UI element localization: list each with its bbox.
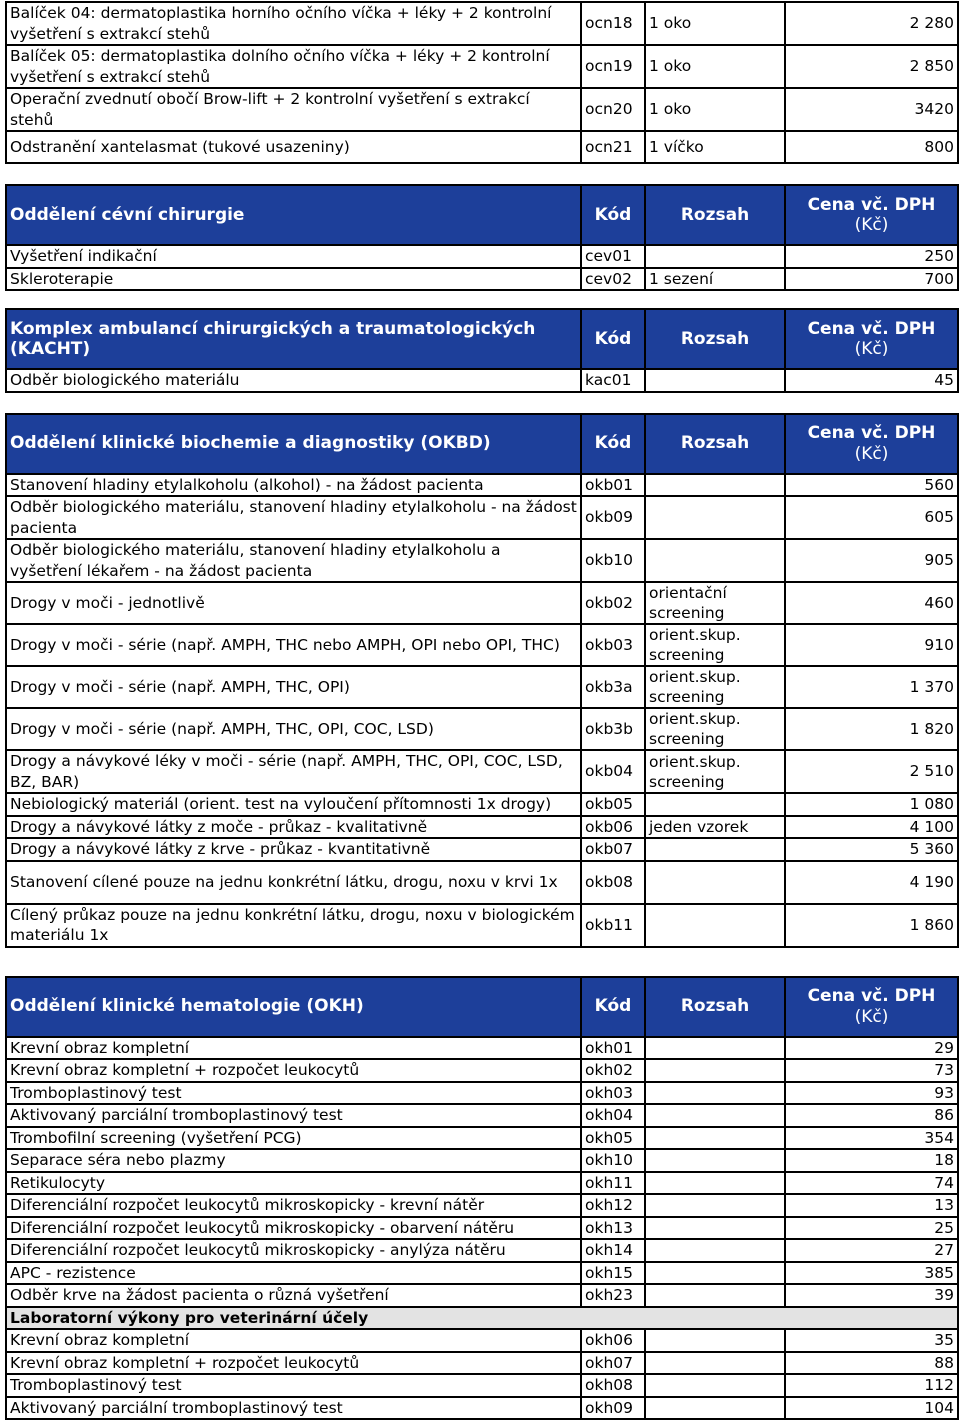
- service-code: okb10: [581, 539, 645, 582]
- section-header-row: [6, 185, 958, 245]
- service-range: [645, 1397, 785, 1420]
- service-name: Aktivovaný parciální tromboplastinový test: [6, 1104, 581, 1127]
- service-code: okh23: [581, 1284, 645, 1307]
- table-row: [6, 624, 958, 666]
- section-title: Komplex ambulancí chirurgických a traumatologických (KACHT): [6, 309, 581, 369]
- section-header-row: [6, 977, 958, 1037]
- service-code: ocn18: [581, 2, 645, 45]
- service-price: 560: [785, 474, 958, 497]
- service-range: [645, 1059, 785, 1082]
- service-name: Drogy v moči - série (např. AMPH, THC nebo AMPH, OPI nebo OPI, THC): [6, 624, 581, 666]
- table-row: [6, 1284, 958, 1307]
- service-price: 700: [785, 268, 958, 291]
- service-name: Stanovení hladiny etylalkoholu (alkohol) - na žádost pacienta: [6, 474, 581, 497]
- table-row: [6, 2, 958, 45]
- range-column-header: Rozsah: [645, 185, 785, 245]
- service-range: [645, 1104, 785, 1127]
- service-range: 1 oko: [645, 88, 785, 131]
- service-range: orient.skup. screening: [645, 750, 785, 793]
- table-row: [6, 369, 958, 392]
- service-price: 74: [785, 1172, 958, 1195]
- table-row: [6, 1194, 958, 1217]
- code-column-header: Kód: [581, 977, 645, 1037]
- service-code: okh02: [581, 1059, 645, 1082]
- service-name: Balíček 04: dermatoplastika horního očního víčka + léky + 2 kontrolní vyšetření s extrakcí stehů: [6, 2, 581, 45]
- service-name: Odběr biologického materiálu, stanovení hladiny etylalkoholu a vyšetření lékařem - na žádost pacienta: [6, 539, 581, 582]
- service-code: okb09: [581, 496, 645, 539]
- service-name: Tromboplastinový test: [6, 1082, 581, 1105]
- service-code: okb02: [581, 582, 645, 624]
- table-row: [6, 88, 958, 131]
- service-code: ocn19: [581, 45, 645, 88]
- price-header-label: Cena vč. DPH: [789, 986, 954, 1007]
- service-range: [645, 496, 785, 539]
- service-code: okh08: [581, 1374, 645, 1397]
- service-price: 112: [785, 1374, 958, 1397]
- service-code: cev01: [581, 245, 645, 268]
- subsection-row: [6, 1307, 958, 1330]
- service-range: [645, 245, 785, 268]
- service-code: okh11: [581, 1172, 645, 1195]
- service-name: Odstranění xantelasmat (tukové usazeniny): [6, 131, 581, 163]
- service-price: 104: [785, 1397, 958, 1420]
- table-row: [6, 45, 958, 88]
- service-range: [645, 1037, 785, 1060]
- service-code: okh09: [581, 1397, 645, 1420]
- service-range: [645, 1194, 785, 1217]
- section-gap: [0, 948, 960, 976]
- service-name: Skleroterapie: [6, 268, 581, 291]
- table-row: [6, 904, 958, 947]
- table-row: [6, 1329, 958, 1352]
- price-header-currency: (Kč): [789, 215, 954, 236]
- service-code: okb03: [581, 624, 645, 666]
- table-row: [6, 708, 958, 750]
- price-list-document: [0, 1, 960, 1420]
- service-price: 4 190: [785, 861, 958, 904]
- table-row: [6, 750, 958, 793]
- price-header-label: Cena vč. DPH: [789, 195, 954, 216]
- service-code: okh14: [581, 1239, 645, 1262]
- service-name: Tromboplastinový test: [6, 1374, 581, 1397]
- section-table: [5, 413, 959, 948]
- table-row: [6, 861, 958, 904]
- service-code: okb3a: [581, 666, 645, 708]
- service-code: cev02: [581, 268, 645, 291]
- service-range: orient.skup. screening: [645, 708, 785, 750]
- service-range: [645, 1082, 785, 1105]
- table-row: [6, 1352, 958, 1375]
- service-price: 13: [785, 1194, 958, 1217]
- service-price: 29: [785, 1037, 958, 1060]
- range-column-header: Rozsah: [645, 309, 785, 369]
- price-column-header: [785, 977, 958, 1037]
- service-name: Drogy a návykové léky v moči - série (např. AMPH, THC, OPI, COC, LSD, BZ, BAR): [6, 750, 581, 793]
- service-range: orient.skup. screening: [645, 624, 785, 666]
- table-row: [6, 793, 958, 816]
- service-range: [645, 1239, 785, 1262]
- price-header-currency: (Kč): [789, 444, 954, 465]
- service-code: okh15: [581, 1262, 645, 1285]
- service-code: okh03: [581, 1082, 645, 1105]
- service-code: okb07: [581, 838, 645, 861]
- service-name: Odběr biologického materiálu: [6, 369, 581, 392]
- section-gap: [0, 393, 960, 413]
- section-gap: [0, 291, 960, 308]
- table-row: [6, 131, 958, 163]
- service-name: Drogy a návykové látky z moče - průkaz - kvalitativně: [6, 816, 581, 839]
- service-price: 4 100: [785, 816, 958, 839]
- service-name: Krevní obraz kompletní + rozpočet leukocytů: [6, 1059, 581, 1082]
- service-name: Vyšetření indikační: [6, 245, 581, 268]
- service-range: [645, 1329, 785, 1352]
- table-row: [6, 1059, 958, 1082]
- service-price: 910: [785, 624, 958, 666]
- section-gap: [0, 164, 960, 184]
- table-row: [6, 666, 958, 708]
- table-row: [6, 816, 958, 839]
- table-row: [6, 496, 958, 539]
- service-code: okh12: [581, 1194, 645, 1217]
- table-row: [6, 268, 958, 291]
- service-code: okb01: [581, 474, 645, 497]
- service-range: [645, 1172, 785, 1195]
- service-code: okh13: [581, 1217, 645, 1240]
- price-header-currency: (Kč): [789, 1007, 954, 1028]
- service-name: Retikulocyty: [6, 1172, 581, 1195]
- table-row: [6, 1172, 958, 1195]
- service-price: 93: [785, 1082, 958, 1105]
- service-code: okh05: [581, 1127, 645, 1150]
- service-price: 354: [785, 1127, 958, 1150]
- range-column-header: Rozsah: [645, 977, 785, 1037]
- service-price: 3420: [785, 88, 958, 131]
- table-row: [6, 1262, 958, 1285]
- service-code: okb06: [581, 816, 645, 839]
- table-row: [6, 838, 958, 861]
- table-row: [6, 1037, 958, 1060]
- service-price: 2 850: [785, 45, 958, 88]
- service-name: Balíček 05: dermatoplastika dolního očního víčka + léky + 2 kontrolní vyšetření s extrakcí stehů: [6, 45, 581, 88]
- service-price: 2 280: [785, 2, 958, 45]
- section-table: [5, 308, 959, 393]
- service-price: 5 360: [785, 838, 958, 861]
- service-name: Krevní obraz kompletní + rozpočet leukocytů: [6, 1352, 581, 1375]
- service-code: ocn20: [581, 88, 645, 131]
- service-code: ocn21: [581, 131, 645, 163]
- service-code: okb08: [581, 861, 645, 904]
- service-name: APC - rezistence: [6, 1262, 581, 1285]
- service-price: 1 370: [785, 666, 958, 708]
- service-price: 86: [785, 1104, 958, 1127]
- service-code: kac01: [581, 369, 645, 392]
- table-row: [6, 1239, 958, 1262]
- subsection-title: Laboratorní výkony pro veterinární účely: [6, 1307, 958, 1330]
- table-row: [6, 474, 958, 497]
- service-price: 1 820: [785, 708, 958, 750]
- service-code: okh07: [581, 1352, 645, 1375]
- service-range: [645, 861, 785, 904]
- section-table: [5, 1, 959, 164]
- table-row: [6, 1149, 958, 1172]
- service-range: [645, 793, 785, 816]
- service-range: [645, 474, 785, 497]
- price-header-currency: (Kč): [789, 339, 954, 360]
- service-price: 605: [785, 496, 958, 539]
- table-row: [6, 1217, 958, 1240]
- service-range: [645, 1352, 785, 1375]
- service-price: 27: [785, 1239, 958, 1262]
- service-price: 1 080: [785, 793, 958, 816]
- service-name: Operační zvednutí obočí Brow-lift + 2 kontrolní vyšetření s extrakcí stehů: [6, 88, 581, 131]
- service-range: orientační screening: [645, 582, 785, 624]
- service-name: Separace séra nebo plazmy: [6, 1149, 581, 1172]
- table-row: [6, 539, 958, 582]
- service-price: 905: [785, 539, 958, 582]
- service-range: [645, 1127, 785, 1150]
- section-header-row: [6, 414, 958, 474]
- service-range: [645, 1217, 785, 1240]
- service-name: Krevní obraz kompletní: [6, 1329, 581, 1352]
- service-name: Stanovení cílené pouze na jednu konkrétní látku, drogu, noxu v krvi 1x: [6, 861, 581, 904]
- service-range: [645, 904, 785, 947]
- price-column-header: [785, 185, 958, 245]
- service-range: [645, 369, 785, 392]
- table-row: [6, 1127, 958, 1150]
- table-row: [6, 1397, 958, 1420]
- price-column-header: [785, 414, 958, 474]
- service-code: okh01: [581, 1037, 645, 1060]
- service-name: Drogy v moči - série (např. AMPH, THC, OPI, COC, LSD): [6, 708, 581, 750]
- service-price: 73: [785, 1059, 958, 1082]
- service-name: Drogy v moči - série (např. AMPH, THC, OPI): [6, 666, 581, 708]
- service-range: [645, 838, 785, 861]
- service-code: okb3b: [581, 708, 645, 750]
- service-range: [645, 1374, 785, 1397]
- section-title: Oddělení cévní chirurgie: [6, 185, 581, 245]
- service-range: [645, 1149, 785, 1172]
- service-name: Diferenciální rozpočet leukocytů mikroskopicky - obarvení nátěru: [6, 1217, 581, 1240]
- service-range: 1 sezení: [645, 268, 785, 291]
- service-price: 460: [785, 582, 958, 624]
- service-name: Aktivovaný parciální tromboplastinový test: [6, 1397, 581, 1420]
- service-name: Trombofilní screening (vyšetření PCG): [6, 1127, 581, 1150]
- section-table: [5, 184, 959, 291]
- service-name: Drogy v moči - jednotlivě: [6, 582, 581, 624]
- service-price: 2 510: [785, 750, 958, 793]
- service-price: 25: [785, 1217, 958, 1240]
- service-code: okb05: [581, 793, 645, 816]
- table-row: [6, 1374, 958, 1397]
- service-code: okh06: [581, 1329, 645, 1352]
- section-title: Oddělení klinické hematologie (OKH): [6, 977, 581, 1037]
- service-range: 1 oko: [645, 45, 785, 88]
- service-price: 1 860: [785, 904, 958, 947]
- service-code: okh10: [581, 1149, 645, 1172]
- table-row: [6, 1104, 958, 1127]
- code-column-header: Kód: [581, 309, 645, 369]
- service-range: [645, 1262, 785, 1285]
- service-code: okh04: [581, 1104, 645, 1127]
- service-name: Nebiologický materiál (orient. test na vyloučení přítomnosti 1x drogy): [6, 793, 581, 816]
- service-name: Odběr krve na žádost pacienta o různá vyšetření: [6, 1284, 581, 1307]
- service-price: 385: [785, 1262, 958, 1285]
- table-row: [6, 1082, 958, 1105]
- service-price: 45: [785, 369, 958, 392]
- table-row: [6, 582, 958, 624]
- service-range: orient.skup. screening: [645, 666, 785, 708]
- service-price: 800: [785, 131, 958, 163]
- service-price: 250: [785, 245, 958, 268]
- section-header-row: [6, 309, 958, 369]
- section-table: [5, 976, 959, 1420]
- service-range: [645, 1284, 785, 1307]
- service-range: [645, 539, 785, 582]
- code-column-header: Kód: [581, 185, 645, 245]
- service-price: 18: [785, 1149, 958, 1172]
- service-name: Krevní obraz kompletní: [6, 1037, 581, 1060]
- service-name: Diferenciální rozpočet leukocytů mikroskopicky - krevní nátěr: [6, 1194, 581, 1217]
- service-price: 88: [785, 1352, 958, 1375]
- service-code: okb04: [581, 750, 645, 793]
- section-title: Oddělení klinické biochemie a diagnostiky (OKBD): [6, 414, 581, 474]
- range-column-header: Rozsah: [645, 414, 785, 474]
- service-name: Cílený průkaz pouze na jednu konkrétní látku, drogu, noxu v biologickém materiálu 1x: [6, 904, 581, 947]
- service-name: Drogy a návykové látky z krve - průkaz - kvantitativně: [6, 838, 581, 861]
- service-range: 1 víčko: [645, 131, 785, 163]
- service-price: 39: [785, 1284, 958, 1307]
- price-header-label: Cena vč. DPH: [789, 423, 954, 444]
- code-column-header: Kód: [581, 414, 645, 474]
- service-price: 35: [785, 1329, 958, 1352]
- service-name: Odběr biologického materiálu, stanovení hladiny etylalkoholu - na žádost pacienta: [6, 496, 581, 539]
- table-row: [6, 245, 958, 268]
- service-range: 1 oko: [645, 2, 785, 45]
- service-range: jeden vzorek: [645, 816, 785, 839]
- price-column-header: [785, 309, 958, 369]
- service-name: Diferenciální rozpočet leukocytů mikroskopicky - anylýza nátěru: [6, 1239, 581, 1262]
- price-header-label: Cena vč. DPH: [789, 319, 954, 340]
- service-code: okb11: [581, 904, 645, 947]
